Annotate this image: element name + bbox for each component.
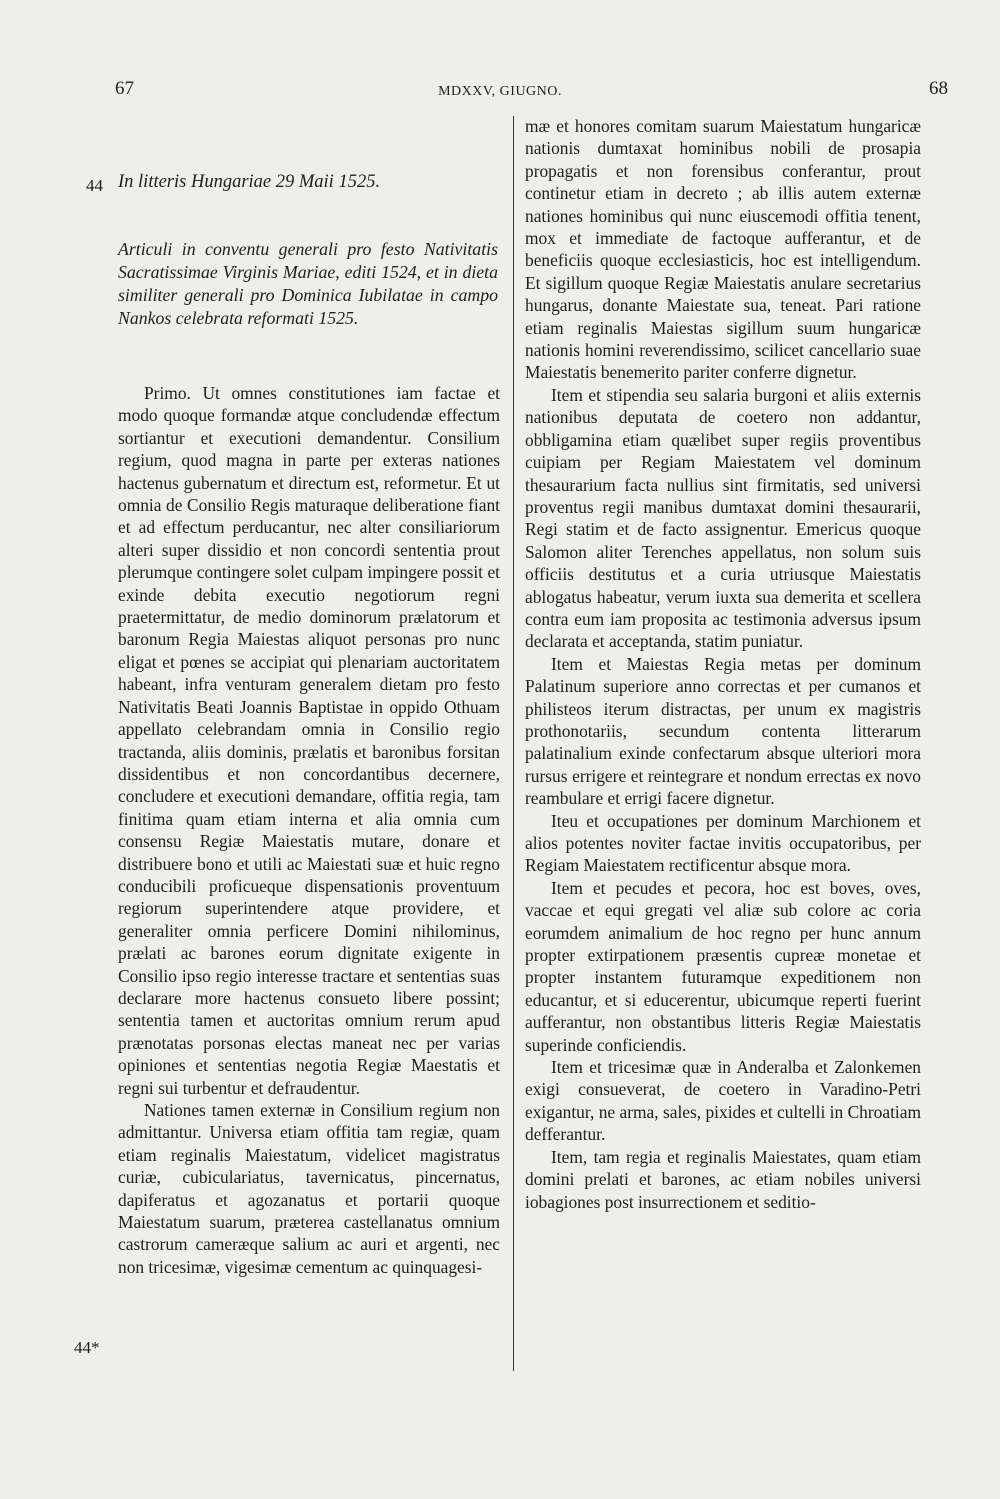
margin-document-number: 44 xyxy=(86,176,103,195)
running-header: MDXXV, GIUGNO. xyxy=(438,84,562,99)
left-column xyxy=(118,382,500,1278)
paragraph: Iteu et occupationes per dominum Marchionem et alios potentes noviter factae invitis occupatoribus, per Regiam Maiestatem rectificentur absque mora. xyxy=(525,810,921,876)
paragraph: Item et tricesimæ quæ in Anderalba et Zalonkemen exigi consueverat, de coetero in Varadino-Petri exigantur, ne arma, sales, pixides et cultelli in Chroatiam defferantur. xyxy=(525,1057,921,1145)
paragraph: mæ et honores comitam suarum Maiestatum hungaricæ nationis dumtaxat hominibus nobili de prosapia propagatis et non forensibus conferantur, prout continetur etiam in decreto ; ab illis autem externæ nationes hominibus qui nunc eiuscemodi offitia tenent, mox et immediate de factoque aufferantur, et de beneficiis quoque ecclesiasticis, hoc est intelligendum. Et sigillum quoque Regiæ Maiestatis anulare secretarius hungarus, donante Maiestate sua, teneat. Pari ratione etiam reginalis Maiestas sigillum suum hungaricæ nationis homini reverendissimo, scilicet cancellario suae Maiestatis benemerito pariter conferre dignetur. xyxy=(525,116,921,383)
paragraph: Item, tam regia et reginalis Maiestates, quam etiam domini prelati et barones, ac etiam nobiles universi iobagiones post insurrectionem et seditio- xyxy=(525,1146,921,1212)
paragraph: Item et stipendia seu salaria burgoni et aliis externis nationibus deputata de coetero non addantur, obbligamina etiam quælibet super regiis proventibus cuipiam per Regiam Maiestatem vel dominum thesaurarium facta nullius sint firmitatis, sed universi proventus regii manibus dumtaxat domini thesaurarii, Regi statim et de facto assignentur. Emericus quoque Salomon aliter Terenches appellatus, non solum suis officiis destitutus et a curia utriusque Maiestatis ablogatus habeatur, verum iuxta sua demerita et scellera contra eum iam proposita ac testimonia adversus ipsum declarata et acceptanda, statim puniatur. xyxy=(525,384,921,652)
left-page-number: 67 xyxy=(115,78,134,99)
margin-document-number-continued: 44* xyxy=(74,1338,100,1357)
paragraph: Nationes tamen externæ in Consilium regium non admittantur. Universa etiam offitia tam regiæ, quam etiam reginalis Maiestatum, videlicet magistratus curiæ, cubiculariatus, tavernicatus, pincernatus, dapiferatus et agozanatus et portarii quoque Maiestatum suarum, præterea castellanatus omnium castrorum cameræque salium ac auri et argenti, nec non tricesimæ, vigesimæ cementum ac quinquagesi- xyxy=(118,1100,500,1277)
entry-heading: Articuli in conventu generali pro festo Nativitatis Sacratissimae Virginis Mariae, editi 1524, et in dieta similiter generali pro Dominica Iubilatae in campo Nankos celebrata reformati 1525. xyxy=(118,239,498,328)
paragraph: Primo. Ut omnes constitutiones iam factae et modo quoque formandæ atque concludendæ effectum sortiantur et executioni demandentur. Consilium regium, quod magna in parte per exteras nationes hactenus gubernatum et directum est, reformetur. Et ut omnia de Consilio Regis maturaque deliberatione fiant et ad effectum perducantur, nec alter consiliariorum alteri super dissidio et non concordi sententia prout plerumque contingere solet culpam impingere possit et exinde debita executio negotiorum regni praetermittatur, de medio dominorum prælatorum et baronum Regia Maiestas aliquot personas pro nunc eligat et pœnes se accipiat qui plenariam auctoritatem habeant, infra venturam generalem dietam pro festo Nativitatis Beati Joannis Baptistae in oppido Othuam appellato celebrandam omnia in Consilio regio tractanda, aliis dominis, prælatis et baronibus forsitan dissidentibus et non concordantibus decernere, concludere et executioni demandare, offitia regia, tam finitima quam etiam interna et alia omnia cum consensu Regiæ Maiestatis mutare, donare et distribuere bono et utili ac Maiestati suæ et huic regno conducibili proficueque dispensationis proventuum regiorum superintendere atque providere, et generaliter omnia perficere Domini nihilominus, prælati ac barones eorum dignitate exigente in Consilio ipso regio interesse tractare et sententias suas declarare more hactenus consueto libere possint; sententia tamen et auctoritas omnium rerum apud prænotatas porsonas electas maneat nec per varias opiniones et sententias negotia Regiæ Maestatis et regni sui turbentur et defraudentur. xyxy=(118,383,500,1098)
entry-title: In litteris Hungariae 29 Maii 1525. xyxy=(118,172,381,192)
right-column xyxy=(525,115,921,1213)
right-page-number: 68 xyxy=(929,78,948,99)
paragraph: Item et Maiestas Regia metas per dominum Palatinum superiore anno correctas et per cumanos et philisteos iterum distractas, per unum ex magistris prothonotariis, secundum contenta litterarum palatinalium exinde confectarum absque ulteriori mora rursus errigere et reintegrare et nondum errectas ex novo reambulare et errigi facere dignetur. xyxy=(525,653,921,809)
paragraph: Item et pecudes et pecora, hoc est boves, oves, vaccae et equi gregati vel aliæ sub colore ac coria eorumdem animalium de hoc regno per hunc annum propter extirpationem præsentis cupreæ monetae et propter instantem futuramque expeditionem non educantur, et si educerentur, ubicumque reperti fuerint aufferantur, non obstantibus litteris Regiæ Maiestatis superinde conficiendis. xyxy=(525,877,921,1055)
column-divider xyxy=(513,116,514,1371)
